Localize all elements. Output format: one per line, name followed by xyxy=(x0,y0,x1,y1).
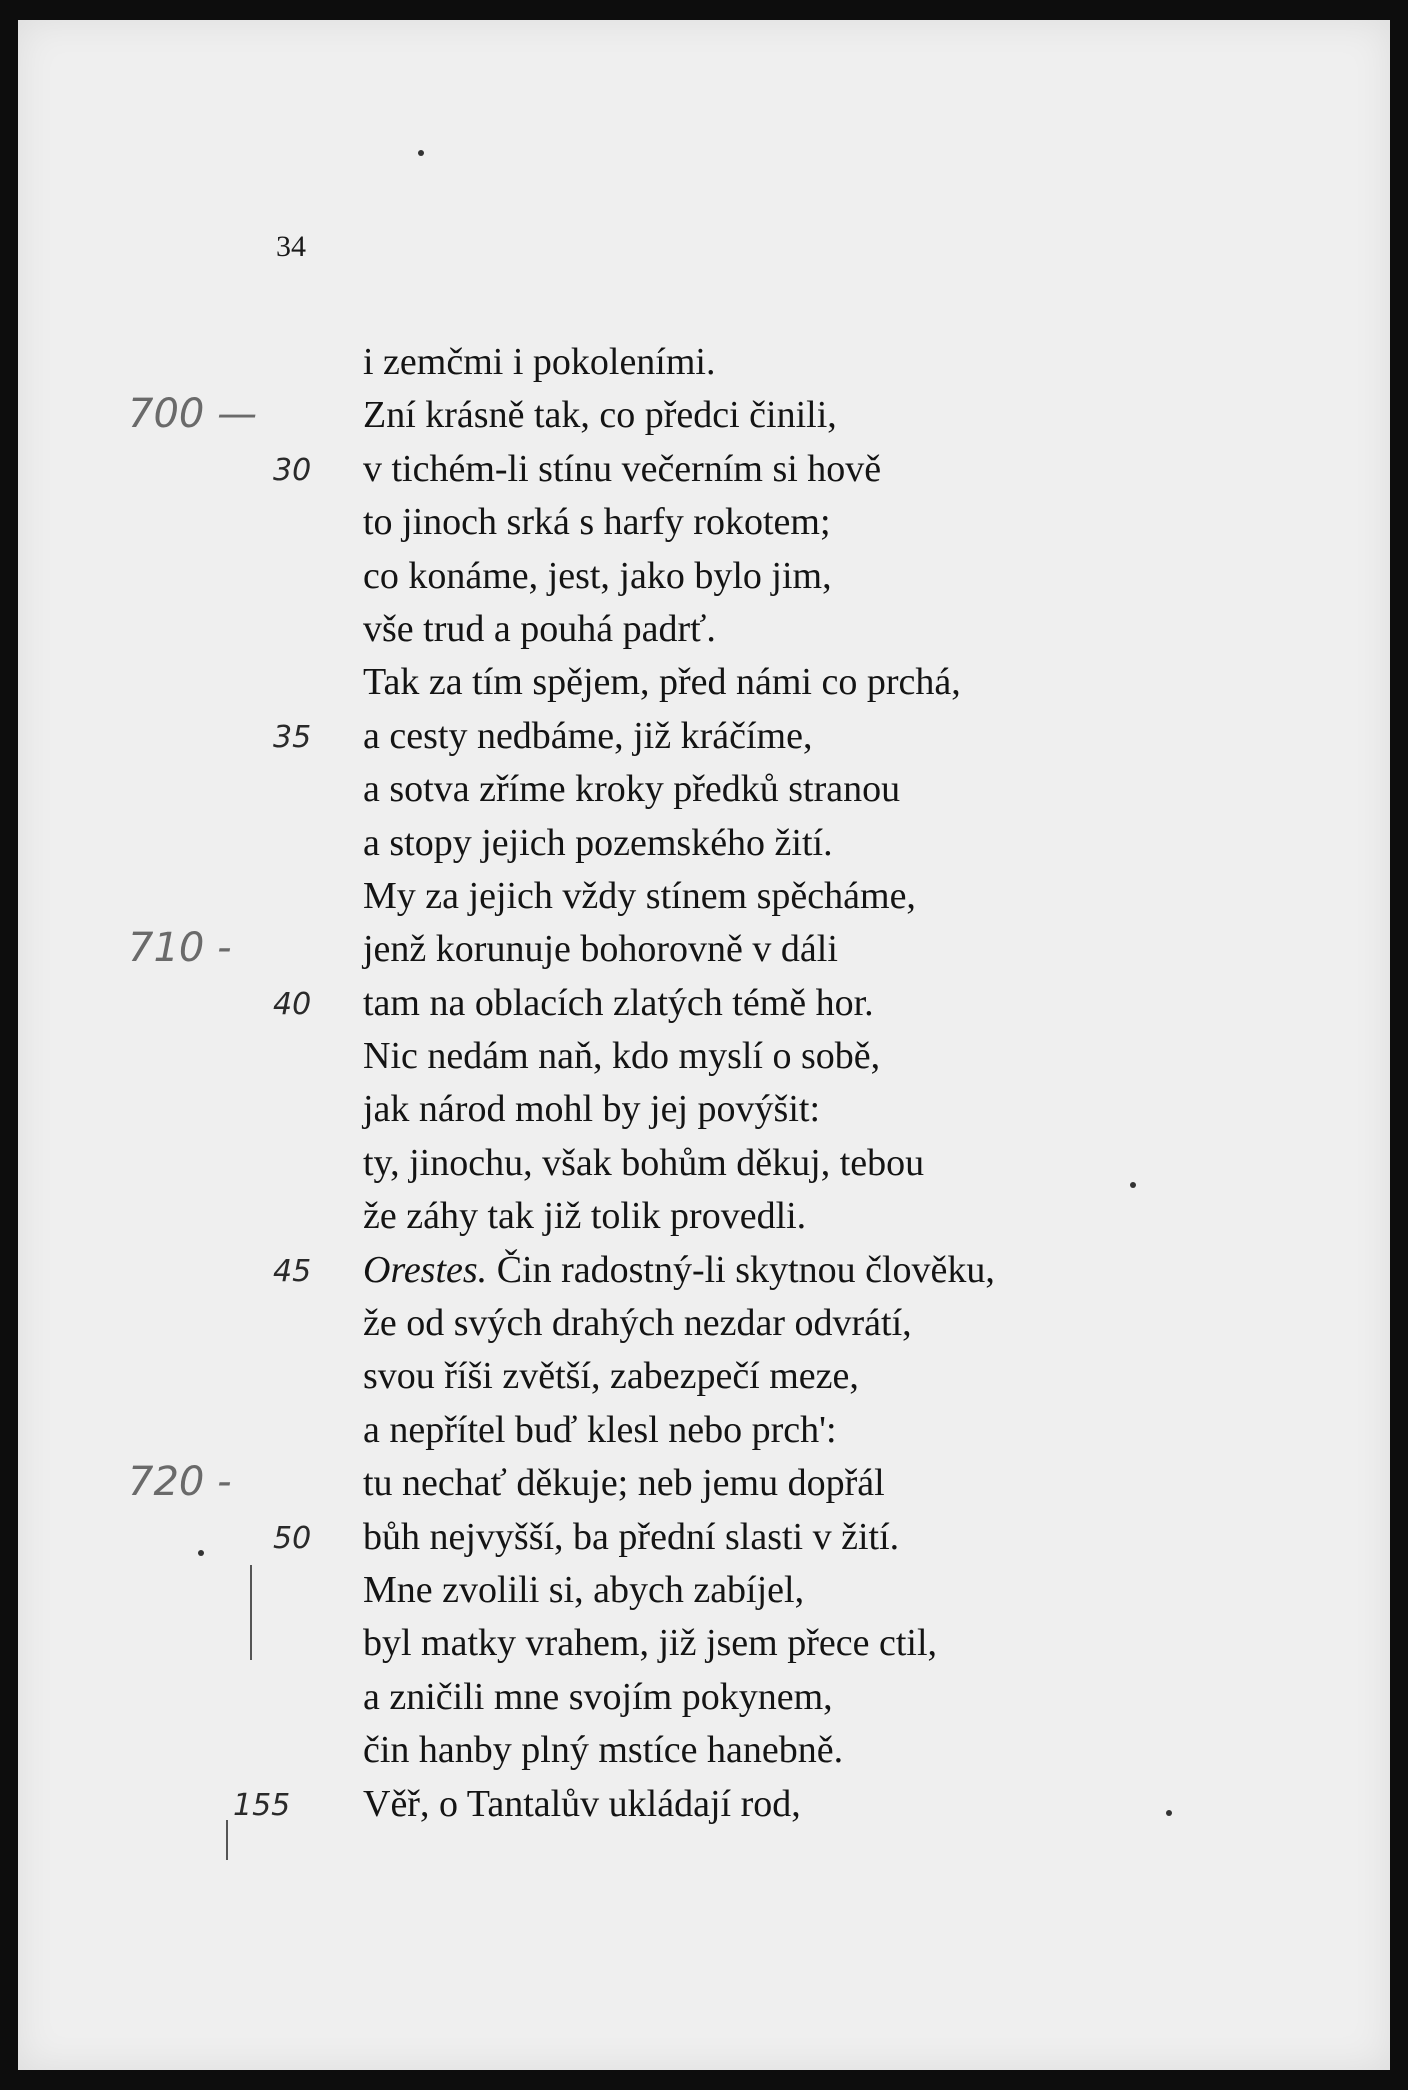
line-text: jak národ mohl by jej povýšit: xyxy=(363,1088,821,1131)
line-text: vše trud a pouhá padrť. xyxy=(363,607,716,650)
line-text: Tak za tím spějem, před námi co prchá, xyxy=(363,661,961,704)
margin-line-number: 50 xyxy=(273,1520,312,1556)
line-text: a zničili mne svojím pokynem, xyxy=(363,1675,833,1718)
text-line xyxy=(363,1297,1213,1350)
line-text: že záhy tak již tolik provedli. xyxy=(363,1195,807,1238)
line-text: byl matky vrahem, již jsem přece ctil, xyxy=(363,1622,938,1665)
line-text: Nic nedám naň, kdo myslí o sobě, xyxy=(363,1035,881,1078)
text-line xyxy=(363,923,1213,976)
speck xyxy=(1130,1182,1136,1188)
margin-line-number: 720 - xyxy=(128,1459,232,1506)
line-text: bůh nejvyšší, ba přední slasti v žití. xyxy=(363,1515,900,1558)
text-line xyxy=(363,1511,1213,1564)
text-line xyxy=(363,870,1213,923)
line-text: že od svých drahých nezdar odvrátí, xyxy=(363,1302,912,1345)
text-line xyxy=(363,977,1213,1030)
margin-line-number: 40 xyxy=(273,986,312,1022)
margin-line-number: 30 xyxy=(273,452,312,488)
text-line xyxy=(363,1030,1213,1083)
speck xyxy=(418,150,424,156)
text-line xyxy=(363,1671,1213,1724)
text-line xyxy=(363,1350,1213,1403)
poem-text xyxy=(363,336,1213,1831)
line-text: svou říši zvětší, zabezpečí meze, xyxy=(363,1355,859,1398)
line-text: Mne zvolili si, abych zabíjel, xyxy=(363,1568,805,1611)
text-line xyxy=(363,1244,1213,1297)
pencil-stroke xyxy=(250,1565,252,1660)
text-line xyxy=(363,389,1213,442)
speaker-name: Orestes. xyxy=(363,1248,488,1291)
line-text: ty, jinochu, však bohům děkuj, tebou xyxy=(363,1141,925,1184)
line-text: jenž korunuje bohorovně v dáli xyxy=(363,928,838,971)
text-line xyxy=(363,817,1213,870)
text-line xyxy=(363,496,1213,549)
line-text: Věř, o Tantalův ukládají rod, xyxy=(363,1782,801,1825)
text-line xyxy=(363,603,1213,656)
line-text: tu nechať děkuje; neb jemu dopřál xyxy=(363,1462,885,1505)
text-line xyxy=(363,1083,1213,1136)
margin-line-number: 710 - xyxy=(128,925,232,972)
text-line xyxy=(363,1617,1213,1670)
line-text: a nepřítel buď klesl nebo prch': xyxy=(363,1408,837,1451)
text-line xyxy=(363,1404,1213,1457)
text-line xyxy=(363,1778,1213,1831)
text-line xyxy=(363,550,1213,603)
line-text: tam na oblacích zlatých témě hor. xyxy=(363,981,874,1024)
line-text: co konáme, jest, jako bylo jim, xyxy=(363,554,832,597)
margin-line-number: 155 xyxy=(233,1787,291,1823)
margin-line-number: 35 xyxy=(273,719,312,755)
book-page xyxy=(18,20,1390,2070)
speck xyxy=(1166,1810,1172,1816)
page-number: 34 xyxy=(276,230,306,263)
margin-line-number: 45 xyxy=(273,1253,312,1289)
line-text: to jinoch srká s harfy rokotem; xyxy=(363,501,831,544)
line-text: Zní krásně tak, co předci činili, xyxy=(363,394,837,437)
text-line xyxy=(363,710,1213,763)
line-text: v tichém-li stínu večerním si hově xyxy=(363,447,882,490)
text-line xyxy=(363,1724,1213,1777)
text-line xyxy=(363,1190,1213,1243)
text-line xyxy=(363,763,1213,816)
text-line xyxy=(363,1564,1213,1617)
line-text: My za jejich vždy stínem spěcháme, xyxy=(363,874,916,917)
text-line xyxy=(363,336,1213,389)
speck xyxy=(198,1550,204,1556)
text-line xyxy=(363,656,1213,709)
text-line xyxy=(363,1457,1213,1510)
line-text: a stopy jejich pozemského žití. xyxy=(363,821,833,864)
margin-line-number: 700 — xyxy=(128,391,258,438)
line-text: a cesty nedbáme, již kráčíme, xyxy=(363,714,813,757)
text-line xyxy=(363,1137,1213,1190)
pencil-stroke xyxy=(226,1820,228,1860)
text-line xyxy=(363,443,1213,496)
line-text: Čin radostný-li skytnou člověku, xyxy=(496,1248,995,1291)
line-text: čin hanby plný mstíce hanebně. xyxy=(363,1729,844,1772)
line-text: a sotva zříme kroky předků stranou xyxy=(363,768,901,811)
line-text: i zemčmi i pokoleními. xyxy=(363,341,716,383)
